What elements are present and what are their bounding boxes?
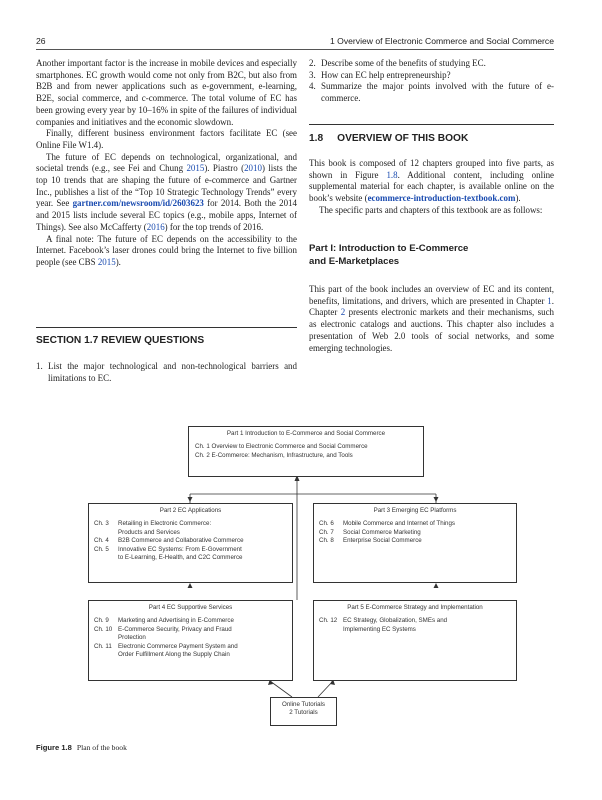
list-item: 3. How can EC help entrepreneurship? bbox=[309, 69, 451, 80]
chapter-row: Ch. 11 Electronic Commerce Payment System and bbox=[94, 642, 238, 650]
chapter-row: to E-Learning, E-Health, and C2C Commerce bbox=[118, 554, 243, 562]
chapter-row: Ch. 2 E-Commerce: Mechanism, Infrastructure, and Tools bbox=[195, 451, 353, 459]
citation-link[interactable]: 2016 bbox=[146, 221, 165, 232]
chapter-row: Ch. 4 B2B Commerce and Collaborative Commerce bbox=[94, 537, 244, 545]
chapter-row: Ch. 3 Retailing in Electronic Commerce: bbox=[94, 520, 212, 528]
chapter-row: Order Fulfillment Along the Supply Chain bbox=[118, 651, 230, 659]
paragraph: Another important factor is the increase in mobile devices and especially smartphones. EC growth would come not only from B2C, but also from B2B and from newer applications such as e-government, e-learning, B2E, social commerce, and c-commerce. The total volume of EC has been growing every year by 10–16% in spite of the failures of individual companies and initiatives and the economic slowdown. bbox=[36, 58, 297, 127]
gartner-link[interactable]: gartner.com/newsroom/id/2603623 bbox=[72, 198, 204, 209]
figure-label: Figure 1.8 bbox=[36, 743, 72, 752]
citation-link[interactable]: 2010 bbox=[244, 163, 262, 174]
section-heading-1-8: 1.8 OVERVIEW OF THIS BOOK bbox=[309, 133, 469, 144]
tutorials-count: 2 Tutorials bbox=[289, 709, 318, 717]
paragraph: Finally, different business environment factors facilitate EC (see Online File W1.4). bbox=[36, 128, 297, 150]
figure-caption bbox=[36, 743, 127, 752]
arrow-head bbox=[188, 583, 193, 588]
list-item: 2. Describe some of the benefits of studying EC. bbox=[309, 58, 486, 68]
chapter-link[interactable]: 2 bbox=[340, 307, 346, 318]
part3-box bbox=[313, 503, 517, 583]
chapter-row: Ch. 7 Social Commerce Marketing bbox=[319, 528, 421, 536]
chapter-row: Ch. 5 Innovative EC Systems: From E-Government bbox=[94, 545, 242, 553]
connector-line bbox=[270, 681, 292, 697]
website-link[interactable]: ecommerce-introduction-textbook.com bbox=[367, 193, 516, 204]
chapter-row: Ch. 10 E-Commerce Security, Privacy and Fraud bbox=[94, 625, 232, 633]
chapter-row: Ch. 1 Overview to Electronic Commerce and Social Commerce bbox=[195, 443, 368, 451]
running-title: 1 Overview of Electronic Commerce and Social Commerce bbox=[330, 36, 554, 46]
paragraph: This part of the book includes an overview of EC and its content, benefits, limitations, and drivers, which are presented in Chapter 1. Chapter 2 presents electronic markets and their mechanisms, such as electronic catalogs and auctions. This chapter also includes a presentation of Web 2.0 tools of social networks, and some emerging technologies. bbox=[309, 284, 555, 353]
part5-box bbox=[313, 600, 517, 681]
figure-link[interactable]: 1.8 bbox=[386, 169, 398, 180]
part4-box bbox=[88, 600, 293, 681]
part-heading: Part I: Introduction to E-Commerce and E-Marketplaces bbox=[309, 243, 469, 267]
part-title: Part 1 Introduction to E-Commerce and Social Commerce bbox=[226, 430, 386, 437]
part1-box bbox=[188, 426, 424, 477]
figure-caption-text: Plan of the book bbox=[76, 743, 127, 752]
page-number: 26 bbox=[36, 36, 46, 46]
part-title: Part 2 EC Applications bbox=[159, 507, 222, 514]
part-title: Part 5 E-Commerce Strategy and Implementation bbox=[347, 604, 483, 611]
arrow-head bbox=[188, 497, 193, 502]
citation-link[interactable]: 2015 bbox=[186, 163, 205, 174]
chapter-row: Products and Services bbox=[118, 528, 180, 536]
part-title: Part 4 EC Supportive Services bbox=[148, 604, 233, 611]
list-item: 1. List the major technological and non-technological barriers and limitations to EC. bbox=[36, 361, 297, 383]
chapter-row: Ch. 12 EC Strategy, Globalization, SMEs and bbox=[319, 617, 448, 625]
tutorials-box bbox=[270, 697, 337, 726]
citation-link[interactable]: 2015 bbox=[97, 256, 116, 267]
chapter-row: Ch. 8 Enterprise Social Commerce bbox=[319, 537, 422, 545]
arrow-head bbox=[434, 583, 439, 588]
paragraph: The specific parts and chapters of this textbook are as follows: bbox=[319, 204, 543, 215]
arrow-head bbox=[434, 497, 439, 502]
chapter-link[interactable]: 1 bbox=[547, 295, 552, 306]
paragraph: The future of EC depends on technological, organizational, and societal trends (e.g., see Fei and Chung 2015). Piastro (2010) lists the top 10 trends that are shaping the future of e-commerce and Gartner Inc., publishes a list of the “Top 10 Strategic Technology Trends” every year. See gartner.com/newsroom/id/2603623 for 2014. Both the 2014 and 2015 lists include several EC topics (e.g., mobile apps, Internet of Things). See also McCafferty (2016) for the top trends of 2016. bbox=[36, 151, 297, 232]
tutorials-label: Online Tutorials bbox=[282, 701, 325, 708]
list-item: 4. Summarize the major points involved with the future of e-commerce. bbox=[309, 81, 554, 104]
part2-box bbox=[88, 503, 293, 583]
chapter-row: Ch. 9 Marketing and Advertising in E-Commerce bbox=[94, 617, 234, 625]
part-title: Part 3 Emerging EC Platforms bbox=[373, 507, 457, 514]
chapter-row: Protection bbox=[118, 634, 146, 642]
chapter-row: Implementing EC Systems bbox=[343, 625, 416, 633]
section-heading: SECTION 1.7 REVIEW QUESTIONS bbox=[36, 335, 205, 346]
paragraph: A final note: The future of EC depends on the accessibility to the Internet. Facebook’s laser drones could bring the Internet to five billion people (see CBS 2015). bbox=[36, 233, 297, 267]
paragraph: This book is composed of 12 chapters grouped into five parts, as shown in Figure 1.8. Additional content, including online supplemental material for each chapter, is available online on the book’s website (ecommerce-introduction-textbook.com). bbox=[309, 158, 555, 204]
chapter-row: Ch. 6 Mobile Commerce and Internet of Things bbox=[319, 520, 456, 528]
